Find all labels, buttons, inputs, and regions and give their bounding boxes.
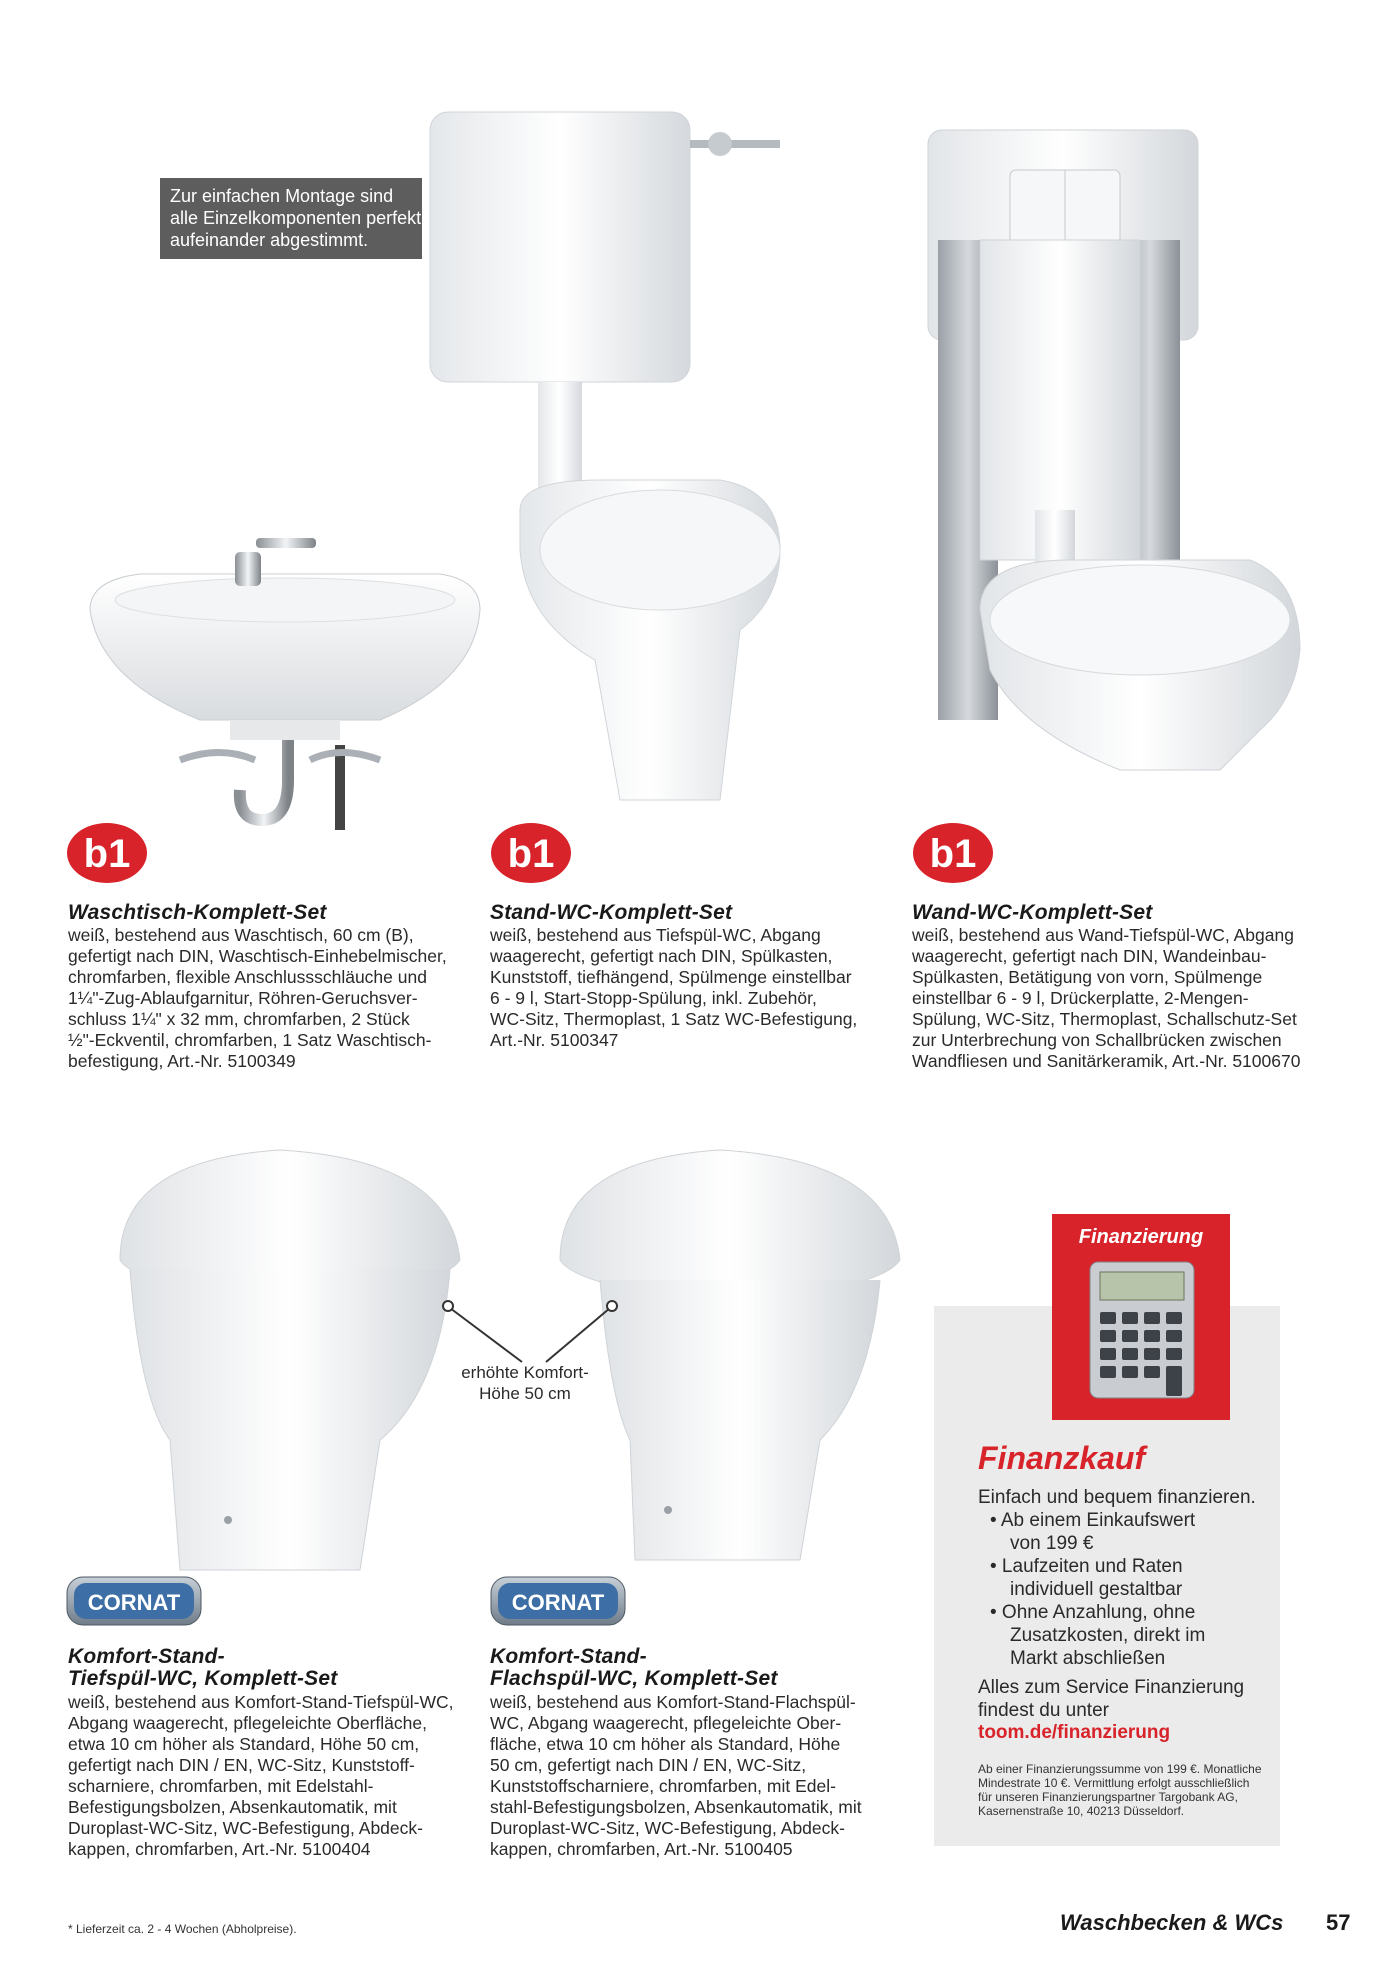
product-title: [490, 902, 732, 924]
financing-info: [978, 1486, 1256, 1670]
b1-logo-text: b1: [507, 832, 555, 876]
desc-line: stahl-Befestigungsbolzen, Absenkautomatik, mit: [490, 1797, 862, 1817]
desc-line: waagerecht, gefertigt nach DIN, Wandeinbau-: [912, 946, 1267, 966]
desc-line: 1¼"-Zug-Ablaufgarnitur, Röhren-Geruchsver-: [68, 988, 418, 1008]
wand-wc-image: [920, 90, 1320, 810]
desc-line: ½"-Eckventil, chromfarben, 1 Satz Waschtisch-: [68, 1030, 432, 1050]
desc-line: chromfarben, flexible Anschlussschläuche und: [68, 967, 427, 987]
b1-logo: [912, 822, 994, 884]
cornat-logo-text: CORNAT: [87, 1590, 181, 1615]
cornat-logo: [490, 1576, 626, 1626]
desc-line: weiß, bestehend aus Tiefspül-WC, Abgang: [490, 925, 821, 945]
product-title: [68, 902, 327, 924]
desc-line: schluss 1¼" x 32 mm, chromfarben, 2 Stück: [68, 1009, 410, 1029]
desc-line: Duroplast-WC-Sitz, WC-Befestigung, Abdeck-: [490, 1818, 845, 1838]
product-title-line: Tiefspül-WC, Komplett-Set: [68, 1667, 338, 1690]
desc-line: Wandfliesen und Sanitärkeramik, Art.-Nr. 5100670: [912, 1051, 1301, 1071]
product-title: [490, 1646, 778, 1690]
desc-line: WC-Sitz, Thermoplast, 1 Satz WC-Befestigung,: [490, 1009, 858, 1029]
cornat-logo-text: CORNAT: [511, 1590, 605, 1615]
comfort-label-line: Höhe 50 cm: [479, 1384, 571, 1403]
financing-bullet: individuell gestaltbar: [1010, 1579, 1183, 1600]
product-title-line: Stand-WC-Komplett-Set: [490, 901, 733, 924]
financing-service-line: Alles zum Service Finanzierung: [978, 1677, 1245, 1698]
komfort-tiefspuel-wc-image: [110, 1140, 470, 1580]
pointer-line-right: [540, 1300, 620, 1370]
fineprint-line: Ab einer Finanzierungssumme von 199 €. Monatliche: [978, 1762, 1262, 1776]
desc-line: zur Unterbrechung von Schallbrücken zwischen: [912, 1030, 1282, 1050]
desc-line: WC, Abgang waagerecht, pflegeleichte Ober-: [490, 1713, 842, 1733]
b1-logo-text: b1: [83, 832, 131, 876]
product-title: [912, 902, 1152, 924]
section-title: Waschbecken & WCs: [1060, 1910, 1284, 1935]
product-description: [490, 1692, 862, 1860]
fineprint-line: Mindestrate 10 €. Vermittlung erfolgt ausschließlich: [978, 1776, 1250, 1790]
financing-bullet: • Laufzeiten und Raten: [990, 1556, 1183, 1577]
desc-line: fläche, etwa 10 cm höher als Standard, Höhe: [490, 1734, 841, 1754]
product-title-line: Komfort-Stand-: [490, 1645, 647, 1668]
note-line: Zur einfachen Montage sind: [170, 186, 394, 206]
delivery-footnote: * Lieferzeit ca. 2 - 4 Wochen (Abholpreise).: [68, 1922, 297, 1936]
desc-line: Spülung, WC-Sitz, Thermoplast, Schallschutz-Set: [912, 1009, 1297, 1029]
desc-line: 6 - 9 l, Start-Stopp-Spülung, inkl. Zubehör,: [490, 988, 817, 1008]
desc-line: weiß, bestehend aus Komfort-Stand-Flachspül-: [490, 1692, 856, 1712]
fineprint-line: für unseren Finanzierungspartner Targobank AG,: [978, 1790, 1238, 1804]
financing-bullet: • Ohne Anzahlung, ohne: [990, 1602, 1196, 1623]
desc-line: gefertigt nach DIN, Waschtisch-Einhebelmischer,: [68, 946, 447, 966]
page-number: 57: [1326, 1910, 1351, 1935]
desc-line: etwa 10 cm höher als Standard, Höhe 50 cm,: [68, 1734, 420, 1754]
financing-bullet: von 199 €: [1010, 1533, 1094, 1554]
desc-line: Duroplast-WC-Sitz, WC-Befestigung, Abdeck-: [68, 1818, 423, 1838]
financing-bullet: Markt abschließen: [1010, 1648, 1166, 1669]
product-title-line: Flachspül-WC, Komplett-Set: [490, 1667, 778, 1690]
financing-link[interactable]: toom.de/finanzierung: [978, 1722, 1171, 1743]
financing-service-line: findest du unter: [978, 1700, 1109, 1721]
desc-line: Kunststoff, tiefhängend, Spülmenge einstellbar: [490, 967, 852, 987]
financing-title: Finanzkauf: [978, 1440, 1146, 1476]
product-title-line: Waschtisch-Komplett-Set: [68, 901, 327, 924]
desc-line: weiß, bestehend aus Wand-Tiefspül-WC, Abgang: [912, 925, 1294, 945]
desc-line: waagerecht, gefertigt nach DIN, Spülkasten,: [490, 946, 833, 966]
desc-line: Art.-Nr. 5100347: [490, 1030, 619, 1050]
note-line: aufeinander abgestimmt.: [170, 230, 369, 250]
pointer-line-left: [440, 1300, 530, 1370]
product-description: [68, 925, 447, 1072]
financing-intro: Einfach und bequem finanzieren.: [978, 1487, 1256, 1508]
desc-line: kappen, chromfarben, Art.-Nr. 5100404: [68, 1839, 371, 1859]
financing-fineprint: [978, 1762, 1262, 1818]
desc-line: Befestigungsbolzen, Absenkautomatik, mit: [68, 1797, 397, 1817]
stand-wc-image: [420, 100, 800, 820]
calculator-icon: [1086, 1260, 1198, 1400]
desc-line: Kunststoffscharniere, chromfarben, mit Edel-: [490, 1776, 836, 1796]
financing-bullet: • Ab einem Einkaufswert: [990, 1510, 1196, 1531]
desc-line: gefertigt nach DIN / EN, WC-Sitz, Kunststoff-: [68, 1755, 415, 1775]
fineprint-line: Kasernenstraße 10, 40213 Düsseldorf.: [978, 1804, 1185, 1818]
product-title-line: Komfort-Stand-: [68, 1645, 225, 1668]
b1-logo-text: b1: [929, 832, 977, 876]
b1-logo: [490, 822, 572, 884]
note-line: alle Einzelkomponenten perfekt: [170, 208, 422, 228]
financing-badge: [1052, 1214, 1230, 1420]
desc-line: weiß, bestehend aus Waschtisch, 60 cm (B),: [68, 925, 414, 945]
b1-logo: [66, 822, 148, 884]
desc-line: Abgang waagerecht, pflegeleichte Oberfläche,: [68, 1713, 427, 1733]
product-description: [490, 925, 857, 1051]
desc-line: scharniere, chromfarben, mit Edelstahl-: [68, 1776, 374, 1796]
desc-line: 50 cm, gefertigt nach DIN / EN, WC-Sitz,: [490, 1755, 807, 1775]
product-title-line: Wand-WC-Komplett-Set: [912, 901, 1153, 924]
montage-note-box: [160, 178, 422, 259]
comfort-height-label: [460, 1362, 590, 1404]
product-title: [68, 1646, 337, 1690]
product-description: [912, 925, 1300, 1072]
desc-line: Spülkasten, Betätigung von vorn, Spülmenge: [912, 967, 1263, 987]
product-description: [68, 1692, 453, 1860]
desc-line: befestigung, Art.-Nr. 5100349: [68, 1051, 296, 1071]
desc-line: weiß, bestehend aus Komfort-Stand-Tiefspül-WC,: [68, 1692, 454, 1712]
desc-line: einstellbar 6 - 9 l, Drückerplatte, 2-Mengen-: [912, 988, 1249, 1008]
financing-badge-label: Finanzierung: [1078, 1226, 1204, 1248]
financing-service: [978, 1676, 1244, 1722]
financing-bullet: Zusatzkosten, direkt im: [1010, 1625, 1206, 1646]
desc-line: kappen, chromfarben, Art.-Nr. 5100405: [490, 1839, 793, 1859]
cornat-logo: [66, 1576, 202, 1626]
comfort-label-line: erhöhte Komfort-: [461, 1363, 589, 1382]
